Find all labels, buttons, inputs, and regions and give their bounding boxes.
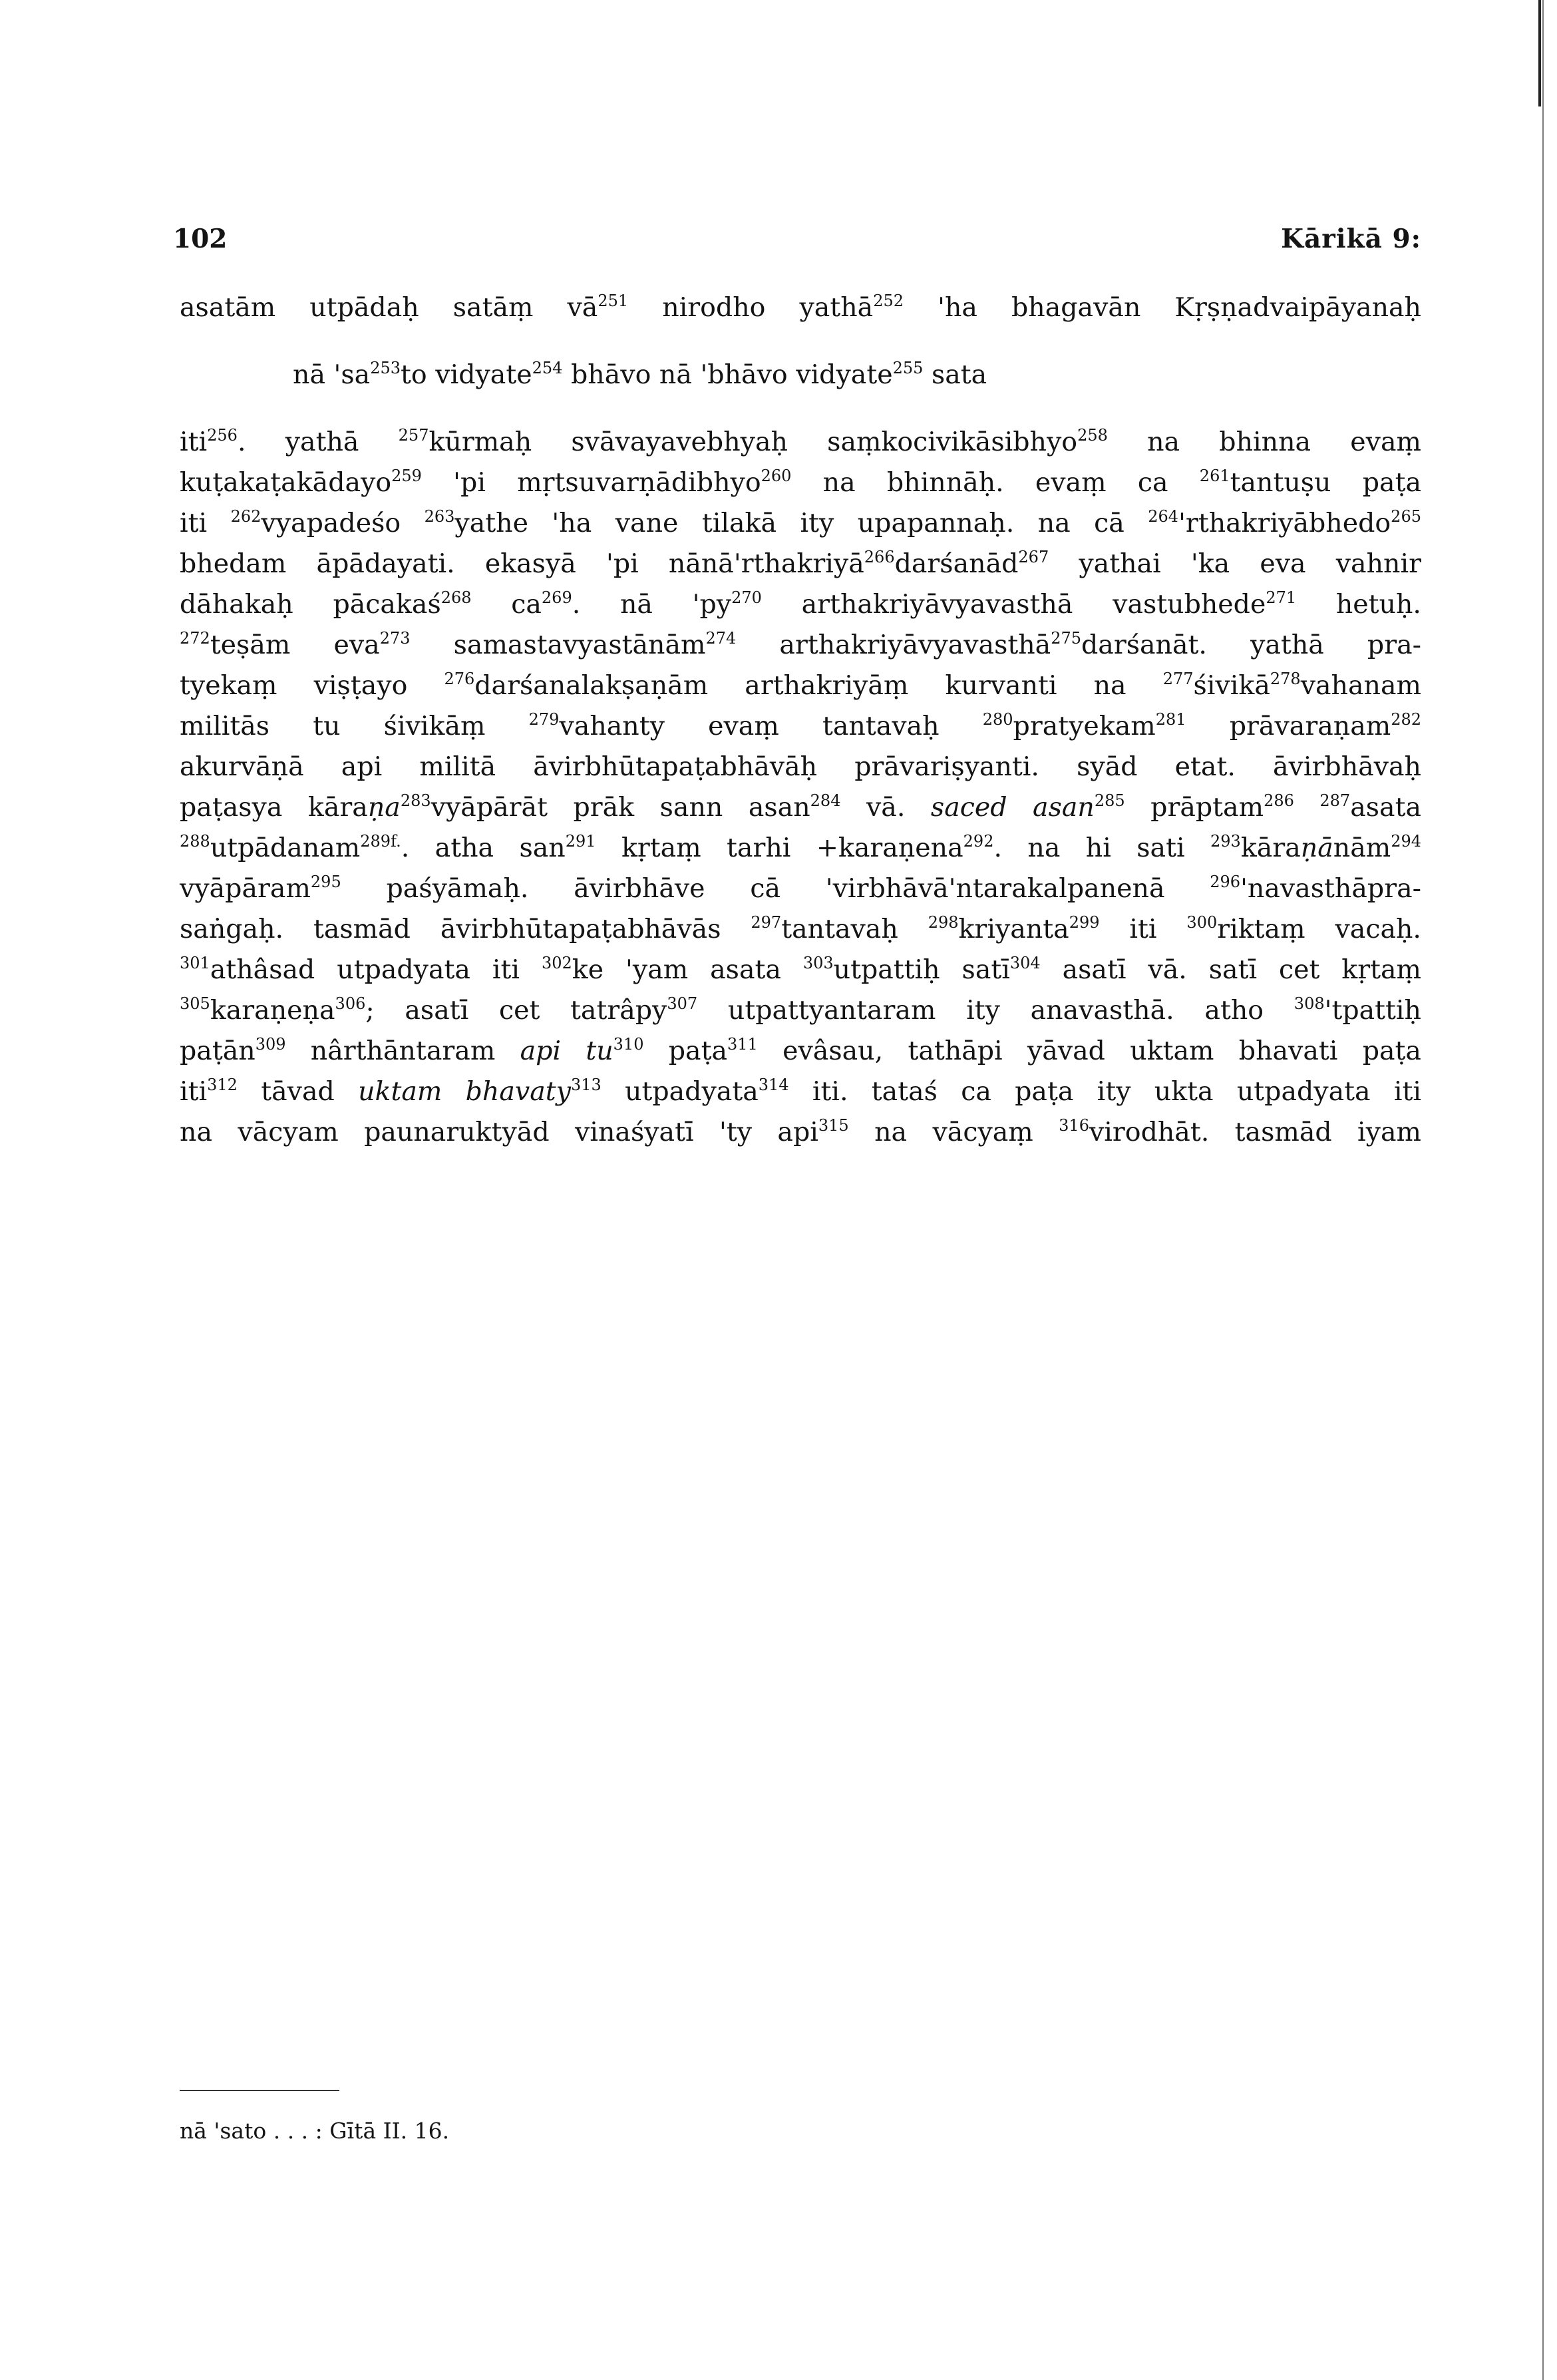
- text-segment: śivikā: [1193, 670, 1270, 701]
- note-number: 291: [565, 832, 596, 851]
- text-line: [180, 625, 1421, 666]
- text-segment: darśanāt. yathā pra-: [1081, 630, 1421, 660]
- note-number: 251: [598, 292, 629, 310]
- text-segment: kūrmaḥ svāvayavebhyaḥ saṃkocivikāsibhyo: [429, 427, 1078, 457]
- text-segment: utpadyata: [601, 1076, 759, 1107]
- text-segment: . yathā: [237, 427, 399, 457]
- note-number: 304: [1009, 954, 1041, 972]
- text-segment: tantuṣu paṭa: [1230, 467, 1421, 498]
- note-number: 286: [1264, 791, 1294, 810]
- note-number: 287: [1319, 791, 1351, 810]
- text-segment: 'rthakriyābhedo: [1178, 508, 1391, 538]
- note-number: 272: [180, 629, 210, 648]
- text-segment: . nā 'py: [572, 589, 732, 620]
- text-segment: athâsad utpadyata iti: [210, 954, 542, 985]
- page-number: 102: [173, 224, 228, 254]
- text-segment: nā 'sa: [293, 359, 371, 390]
- text-line: [180, 422, 1421, 463]
- note-number: 270: [731, 588, 762, 607]
- text-line: [180, 666, 1421, 706]
- note-number: 296: [1210, 873, 1241, 891]
- text-segment: asatām utpādaḥ satāṃ vā: [180, 292, 598, 323]
- text-line: [180, 787, 1421, 828]
- note-number: 261: [1199, 467, 1230, 485]
- note-number: 256: [207, 426, 238, 445]
- note-number: 316: [1059, 1116, 1089, 1135]
- text-segment: paṭa: [643, 1036, 728, 1066]
- text-segment: vyapadeśo: [261, 508, 425, 538]
- text-segment: ca: [471, 589, 542, 620]
- note-number: 252: [873, 292, 904, 310]
- note-number: 264: [1148, 507, 1179, 526]
- text-line: [180, 869, 1421, 909]
- main-text: [180, 288, 1421, 1153]
- note-number: 313: [570, 1076, 602, 1094]
- text-segment: nirodho yathā: [628, 292, 874, 323]
- italic-text: saced asan: [930, 792, 1095, 823]
- note-number: 314: [758, 1076, 789, 1094]
- note-number: 276: [444, 670, 475, 688]
- text-line: [180, 950, 1421, 990]
- text-segment: tyekaṃ viṣṭayo: [180, 670, 444, 701]
- note-number: 293: [1210, 832, 1241, 851]
- note-number: 300: [1186, 913, 1218, 932]
- text-segment: nām: [1333, 833, 1391, 863]
- footnote: nā 'sato . . . : Gītā II. 16.: [180, 2118, 450, 2144]
- text-line: [180, 990, 1421, 1031]
- text-segment: 'ha bhagavān Kṛṣṇadvaipāyanaḥ: [904, 292, 1421, 323]
- text-segment: vyāpāram: [180, 873, 311, 904]
- text-segment: iti: [180, 508, 231, 538]
- note-number: 259: [391, 467, 422, 485]
- text-segment: . atha san: [401, 833, 566, 863]
- note-number: 281: [1155, 710, 1186, 729]
- note-number: 315: [818, 1116, 849, 1135]
- note-number: 305: [180, 994, 210, 1013]
- text-line: [180, 828, 1421, 869]
- italic-text: uktam bhavaty: [358, 1076, 571, 1107]
- text-segment: prāvaraṇam: [1186, 711, 1391, 741]
- text-segment: paṭān: [180, 1036, 256, 1066]
- note-number: 271: [1266, 588, 1297, 607]
- text-segment: iti: [180, 427, 208, 457]
- text-segment: vahanam: [1300, 670, 1421, 701]
- text-segment: darśanād: [894, 548, 1019, 579]
- text-segment: virodhāt. tasmād iyam: [1089, 1117, 1421, 1147]
- note-number: 288: [180, 832, 210, 851]
- note-number: 260: [761, 467, 792, 485]
- text-segment: asatī vā. satī cet kṛtaṃ: [1040, 954, 1421, 985]
- note-number: 309: [255, 1035, 286, 1054]
- text-segment: 'tpattiḥ: [1324, 995, 1421, 1026]
- text-segment: nârthāntaram: [285, 1036, 520, 1066]
- note-number: 262: [230, 507, 261, 526]
- note-number: 263: [424, 507, 455, 526]
- text-line: [180, 463, 1421, 503]
- text-segment: to vidyate: [401, 359, 532, 390]
- text-segment: vā.: [840, 792, 931, 823]
- text-segment: kuṭakaṭakādayo: [180, 467, 392, 498]
- note-number: 254: [532, 359, 563, 377]
- text-segment: bhedam āpādayati. ekasyā 'pi nānā'rthakriyā: [180, 548, 864, 579]
- note-number: 311: [727, 1035, 758, 1054]
- note-number: 273: [379, 629, 411, 648]
- text-line: [180, 747, 1421, 787]
- note-number: 282: [1391, 710, 1422, 729]
- note-number: 255: [892, 359, 924, 377]
- text-segment: yathai 'ka eva vahnir: [1049, 548, 1421, 579]
- note-number: 298: [928, 913, 959, 932]
- text-segment: arthakriyāvyavasthā: [736, 630, 1051, 660]
- note-number: 284: [810, 791, 841, 810]
- text-segment: dāhakaḥ pācakaś: [180, 589, 441, 620]
- text-segment: paśyāmaḥ. āvirbhāve cā 'virbhāvā'ntarakalpanenā: [341, 873, 1210, 904]
- verse-quotation: [180, 355, 1421, 395]
- note-number: 307: [667, 994, 698, 1013]
- footnote-rule: [180, 2090, 339, 2091]
- text-segment: yathe 'ha vane tilakā ity upapannaḥ. na cā: [454, 508, 1148, 538]
- italic-text: ṇā: [1300, 833, 1333, 863]
- text-segment: tāvad: [237, 1076, 359, 1107]
- note-number: 295: [310, 873, 341, 891]
- text-line: [180, 584, 1421, 625]
- note-number: 289f.: [360, 832, 401, 851]
- text-segment: teṣām eva: [210, 630, 380, 660]
- note-number: 292: [963, 832, 994, 851]
- text-segment: militās tu śivikāṃ: [180, 711, 529, 741]
- note-number: 303: [802, 954, 834, 972]
- text-segment: hetuḥ.: [1296, 589, 1421, 620]
- text-segment: 'pi mṛtsuvarṇādibhyo: [421, 467, 761, 498]
- text-segment: pratyekam: [1013, 711, 1156, 741]
- text-segment: na bhinna evaṃ: [1107, 427, 1421, 457]
- note-number: 278: [1270, 670, 1301, 688]
- text-segment: kriyanta: [958, 914, 1069, 944]
- note-number: 277: [1162, 670, 1194, 688]
- text-segment: vyāpārāt prāk sann asan: [431, 792, 810, 823]
- text-segment: utpattyantaram ity anavasthā. atho: [697, 995, 1294, 1026]
- text-segment: akurvāṇā api militā āvirbhūtapaṭabhāvāḥ prāvariṣyanti. syād etat. āvirbhāvaḥ: [180, 751, 1421, 782]
- note-number: 274: [705, 629, 737, 648]
- note-number: 266: [864, 548, 895, 566]
- text-segment: asata: [1350, 792, 1421, 823]
- text-line: [180, 1072, 1421, 1112]
- text-segment: tantavaḥ: [781, 914, 928, 944]
- scan-edge-mark: [1538, 0, 1541, 106]
- text-line: [180, 288, 1421, 328]
- text-segment: arthakriyāvyavasthā vastubhede: [761, 589, 1266, 620]
- text-segment: iti: [1099, 914, 1187, 944]
- italic-text: api tu: [520, 1036, 613, 1066]
- text-segment: na vācyaṃ: [848, 1117, 1059, 1147]
- text-segment: bhāvo nā 'bhāvo vidyate: [562, 359, 893, 390]
- text-line: [180, 909, 1421, 950]
- text-line: [180, 706, 1421, 747]
- note-number: 279: [528, 710, 560, 729]
- note-number: 280: [982, 710, 1013, 729]
- italic-text: ṇa: [367, 792, 401, 823]
- text-segment: samastavyastānām: [410, 630, 706, 660]
- note-number: 258: [1077, 426, 1108, 445]
- text-segment: na bhinnāḥ. evaṃ ca: [791, 467, 1200, 498]
- text-segment: [1294, 792, 1320, 823]
- note-number: 253: [370, 359, 401, 377]
- text-segment: na vācyam paunaruktyād vinaśyatī 'ty api: [180, 1117, 818, 1147]
- text-segment: . na hi sati: [993, 833, 1211, 863]
- note-number: 294: [1391, 832, 1422, 851]
- text-segment: riktaṃ vacaḥ.: [1217, 914, 1421, 944]
- note-number: 297: [751, 913, 782, 932]
- text-line: [180, 544, 1421, 584]
- text-segment: ; asatī cet tatrâpy: [365, 995, 667, 1026]
- running-title: Kārikā 9:: [1281, 224, 1421, 254]
- text-segment: iti. tataś ca paṭa ity ukta utpadyata iti: [788, 1076, 1421, 1107]
- note-number: 265: [1391, 507, 1421, 526]
- text-segment: saṅgaḥ. tasmād āvirbhūtapaṭabhāvās: [180, 914, 751, 944]
- text-line: [180, 503, 1421, 544]
- text-segment: kāra: [1240, 833, 1301, 863]
- note-number: 302: [541, 954, 572, 972]
- note-number: 301: [180, 954, 210, 972]
- text-line: [180, 1031, 1421, 1072]
- text-line: [180, 1112, 1421, 1153]
- text-segment: iti: [180, 1076, 208, 1107]
- note-number: 285: [1094, 791, 1125, 810]
- note-number: 267: [1018, 548, 1049, 566]
- text-segment: sata: [923, 359, 987, 390]
- text-segment: vahanty evaṃ tantavaḥ: [559, 711, 983, 741]
- note-number: 299: [1069, 913, 1100, 932]
- text-segment: prāptam: [1124, 792, 1264, 823]
- note-number: 275: [1051, 629, 1082, 648]
- text-segment: 'navasthāpra-: [1240, 873, 1421, 904]
- text-segment: ke 'yam asata: [572, 954, 803, 985]
- text-segment: utpādanam: [210, 833, 361, 863]
- text-segment: kṛtaṃ tarhi +karaṇena: [596, 833, 963, 863]
- text-segment: darśanalakṣaṇām arthakriyāṃ kurvanti na: [474, 670, 1163, 701]
- note-number: 308: [1294, 994, 1325, 1013]
- note-number: 268: [440, 588, 472, 607]
- note-number: 306: [335, 994, 366, 1013]
- text-segment: karaṇeṇa: [210, 995, 335, 1026]
- scan-edge-line: [1542, 0, 1548, 2380]
- text-segment: utpattiḥ satī: [833, 954, 1010, 985]
- note-number: 310: [613, 1035, 644, 1054]
- text-segment: evâsau, tathāpi yāvad uktam bhavati paṭa: [757, 1036, 1421, 1066]
- note-number: 312: [207, 1076, 238, 1094]
- note-number: 283: [400, 791, 431, 810]
- text-segment: paṭasya kāra: [180, 792, 368, 823]
- note-number: 257: [398, 426, 429, 445]
- note-number: 269: [541, 588, 572, 607]
